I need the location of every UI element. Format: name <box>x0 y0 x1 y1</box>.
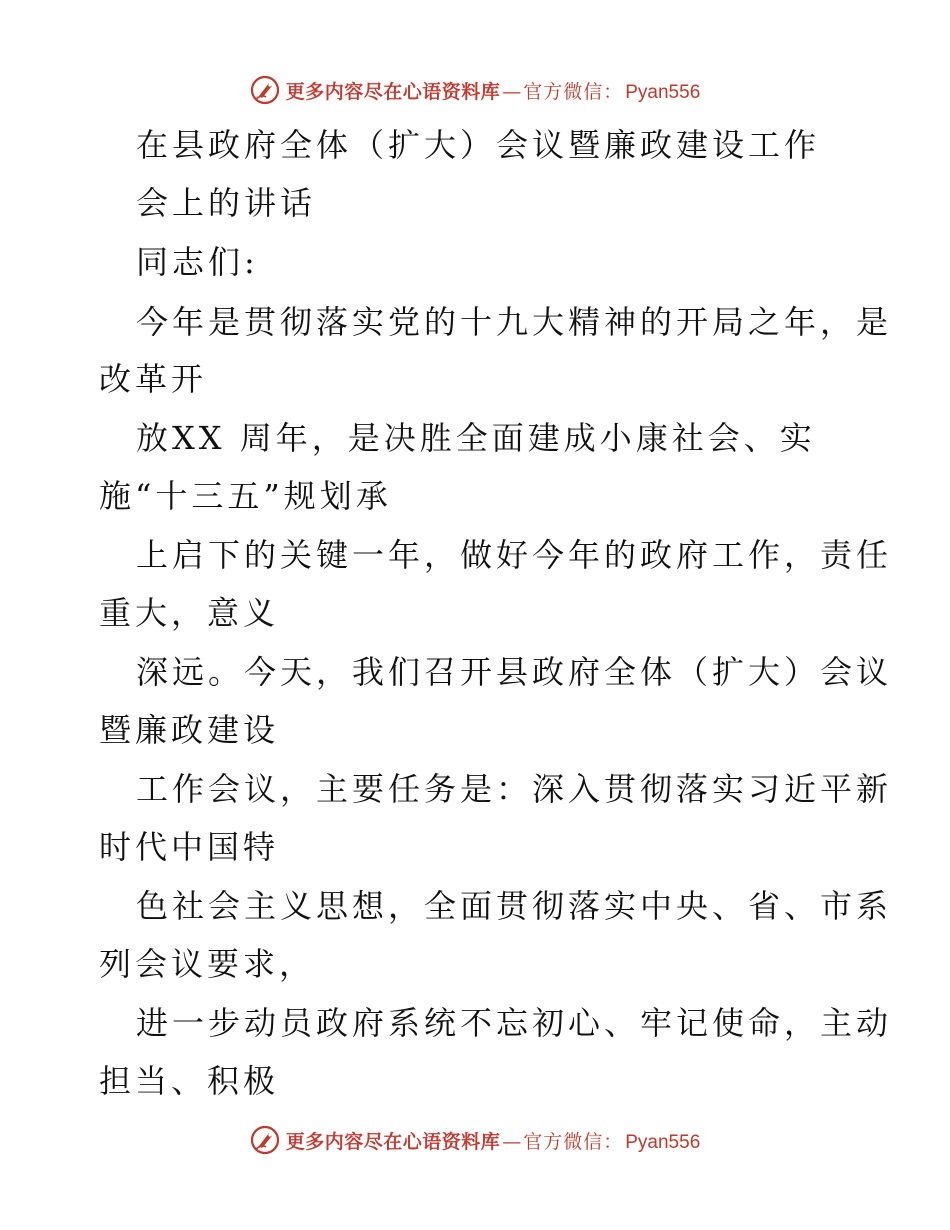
body-line: 重大，意义 <box>99 594 280 632</box>
body-line: 色社会主义思想，全面贯彻落实中央、省、市系 <box>136 887 893 925</box>
body-line: 进一步动员政府系统不忘初心、牢记使命，主动 <box>136 1004 893 1042</box>
watermark-text <box>286 1127 701 1154</box>
body-line: 放XX 周年，是决胜全面建成小康社会、实 <box>136 419 816 457</box>
pen-nib-logo-icon <box>250 1125 280 1155</box>
body-line: 担当、积极 <box>99 1062 280 1100</box>
watermark-banner-bottom <box>0 1120 950 1160</box>
pen-nib-logo-icon <box>250 75 280 105</box>
body-line: 列会议要求， <box>99 945 316 983</box>
body-line: 暨廉政建设 <box>99 711 280 749</box>
body-line: 时代中国特 <box>99 828 280 866</box>
watermark-separator: — <box>502 1130 522 1153</box>
body-line: 上启下的关键一年，做好今年的政府工作，责任 <box>136 536 893 574</box>
document-title-line-2: 会上的讲话 <box>136 184 317 222</box>
watermark-wechat-label: 官方微信： <box>523 80 624 103</box>
watermark-wechat-id: Pyan556 <box>625 1131 701 1153</box>
watermark-main-text: 更多内容尽在心语资料库 <box>285 1130 501 1153</box>
body-line: 深远。今天，我们召开县政府全体（扩大）会议 <box>136 653 893 691</box>
watermark-wechat-id: Pyan556 <box>625 81 701 103</box>
body-line: 工作会议，主要任务是：深入贯彻落实习近平新 <box>136 770 893 808</box>
body-line: 施“十三五”规划承 <box>99 477 392 515</box>
watermark-separator: — <box>502 80 522 103</box>
watermark-text <box>286 77 701 104</box>
salutation: 同志们: <box>136 243 259 281</box>
body-line: 改革开 <box>99 360 208 398</box>
watermark-main-text: 更多内容尽在心语资料库 <box>285 80 501 103</box>
watermark-banner-top <box>0 70 950 110</box>
document-title-line-1: 在县政府全体（扩大）会议暨廉政建设工作 <box>136 126 821 164</box>
watermark-wechat-label: 官方微信： <box>523 1130 624 1153</box>
body-line: 今年是贯彻落实党的十九大精神的开局之年，是 <box>136 303 893 341</box>
